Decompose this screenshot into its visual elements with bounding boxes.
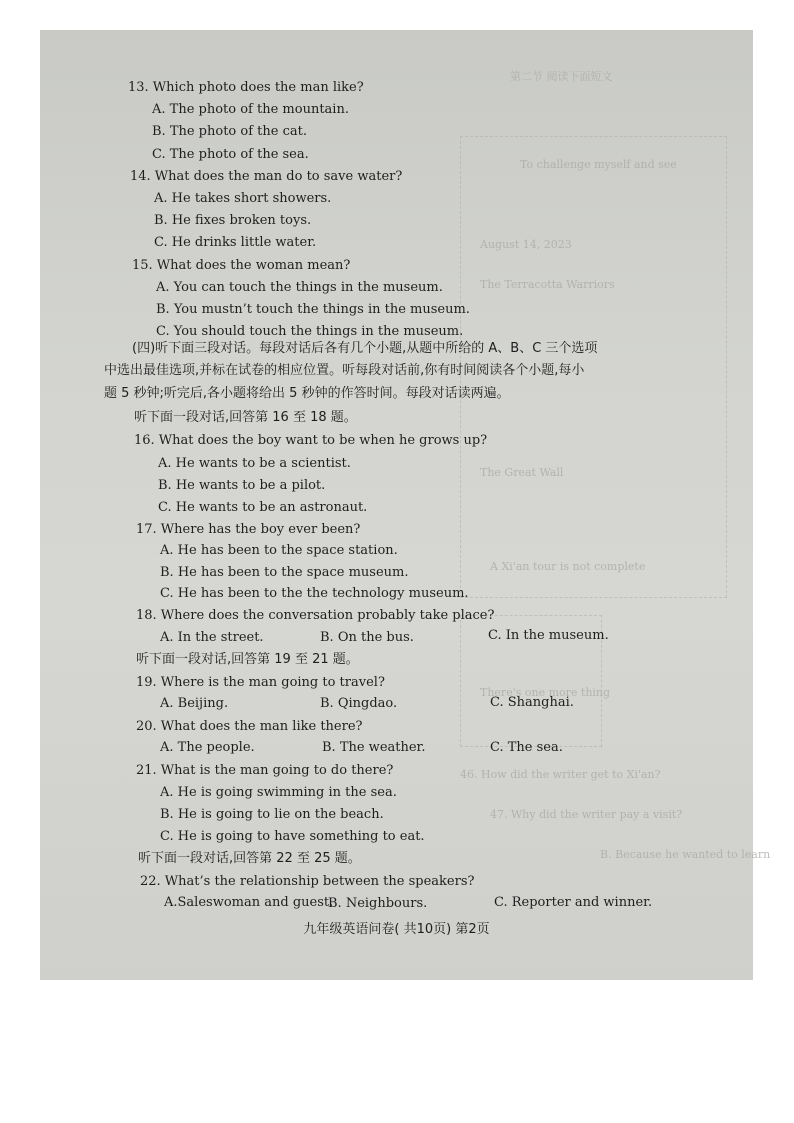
question-18-stem: 18. Where does the conversation probably take place?: [136, 608, 495, 623]
scanned-page-photo: [40, 30, 771, 980]
question-21-option-c: C. He is going to have something to eat.: [160, 829, 425, 844]
page-footer: 九年级英语问卷( 共10页) 第2页: [303, 922, 490, 937]
question-22-stem: 22. What’s the relationship between the speakers?: [140, 874, 475, 889]
question-21-option-b: B. He is going to lie on the beach.: [160, 807, 384, 822]
question-15-option-a: A. You can touch the things in the museum.: [156, 280, 443, 295]
question-16-option-a: A. He wants to be a scientist.: [158, 456, 351, 471]
question-22-option-c: C. Reporter and winner.: [494, 895, 653, 910]
question-13-stem: 13. Which photo does the man like?: [128, 80, 364, 95]
question-14-option-a: A. He takes short showers.: [154, 191, 332, 206]
question-13-option-a: A. The photo of the mountain.: [152, 102, 349, 117]
question-21-stem: 21. What is the man going to do there?: [136, 763, 394, 778]
question-19-option-c: C. Shanghai.: [490, 695, 574, 710]
question-13-option-c: C. The photo of the sea.: [152, 147, 309, 162]
question-17-option-a: A. He has been to the space station.: [160, 543, 398, 558]
bleed-through-text: August 14, 2023: [480, 238, 572, 251]
question-20-option-c: C. The sea.: [490, 740, 563, 755]
question-14-option-b: B. He fixes broken toys.: [154, 213, 312, 228]
section-4-instruction-line-3: 题 5 秒钟;听完后,各小题将给出 5 秒钟的作答时间。每段对话读两遍。: [104, 386, 510, 401]
bleed-through-text: B. Because he wanted to learn: [600, 848, 771, 861]
bleed-through-text: A Xi'an tour is not complete: [490, 560, 646, 573]
question-19-option-a: A. Beijing.: [160, 696, 229, 711]
question-16-stem: 16. What does the boy want to be when he grows up?: [134, 433, 488, 448]
question-20-stem: 20. What does the man like there?: [136, 719, 363, 734]
question-22-option-a: A.Saleswoman and guest.: [164, 895, 334, 910]
question-18-option-b: B. On the bus.: [320, 630, 414, 645]
question-17-option-c: C. He has been to the the technology museum.: [160, 586, 469, 601]
bleed-through-text: 47. Why did the writer pay a visit?: [490, 808, 683, 821]
dialog-2-instruction: 听下面一段对话,回答第 19 至 21 题。: [136, 652, 359, 667]
question-13-option-b: B. The photo of the cat.: [152, 124, 307, 139]
question-16-option-b: B. He wants to be a pilot.: [158, 478, 326, 493]
question-20-option-b: B. The weather.: [322, 740, 426, 755]
question-21-option-a: A. He is going swimming in the sea.: [160, 785, 397, 800]
question-16-option-c: C. He wants to be an astronaut.: [158, 500, 368, 515]
question-17-stem: 17. Where has the boy ever been?: [136, 522, 361, 537]
question-14-stem: 14. What does the man do to save water?: [130, 169, 403, 184]
bleed-through-text: 46. How did the writer get to Xi'an?: [460, 768, 661, 781]
dialog-1-instruction: 听下面一段对话,回答第 16 至 18 题。: [134, 410, 357, 425]
question-15-option-c: C. You should touch the things in the museum.: [156, 324, 464, 339]
question-19-option-b: B. Qingdao.: [320, 696, 398, 711]
bleed-through-text: The Terracotta Warriors: [480, 278, 615, 291]
question-18-option-a: A. In the street.: [160, 630, 264, 645]
section-4-instruction-line-1: (四)听下面三段对话。每段对话后各有几个小题,从题中所给的 A、B、C 三个选项: [132, 341, 598, 356]
question-20-option-a: A. The people.: [160, 740, 255, 755]
question-17-option-b: B. He has been to the space museum.: [160, 565, 409, 580]
question-22-option-b: B. Neighbours.: [328, 896, 428, 911]
section-4-instruction-line-2: 中选出最佳选项,并标在试卷的相应位置。听每段对话前,你有时间阅读各个小题,每小: [104, 363, 585, 378]
bleed-through-text: The Great Wall: [480, 466, 564, 479]
bleed-through-text: There's one more thing: [480, 686, 611, 699]
bleed-through-text: 第二节 阅读下面短文: [510, 70, 613, 83]
question-19-stem: 19. Where is the man going to travel?: [136, 675, 385, 690]
question-15-option-b: B. You mustn’t touch the things in the museum.: [156, 302, 470, 317]
dialog-3-instruction: 听下面一段对话,回答第 22 至 25 题。: [138, 851, 361, 866]
question-14-option-c: C. He drinks little water.: [154, 235, 317, 250]
question-18-option-c: C. In the museum.: [488, 628, 609, 643]
bleed-through-text: To challenge myself and see: [520, 158, 677, 171]
question-15-stem: 15. What does the woman mean?: [132, 258, 351, 273]
